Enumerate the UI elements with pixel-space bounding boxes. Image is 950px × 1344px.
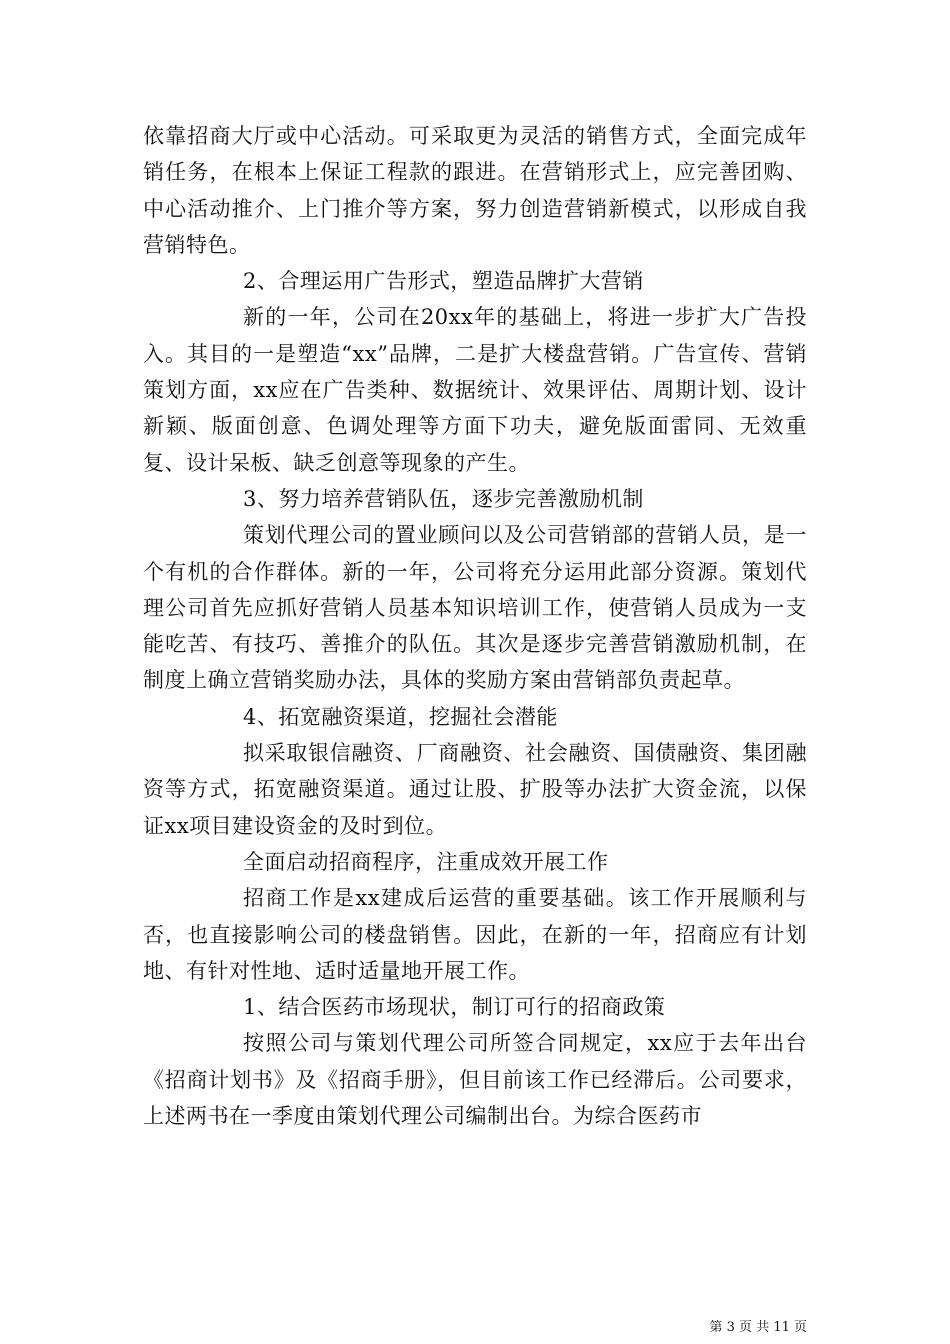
paragraph: 招商工作是xx建成后运营的重要基础。该工作开展顺利与否，也直接影响公司的楼盘销售。因此，在新的一年，招商应有计划地、有针对性地、适时适量地开展工作。 [143,886,807,983]
paragraph: 新的一年，公司在20xx年的基础上，将进一步扩大广告投入。其目的一是塑造“xx”品牌，二是扩大楼盘营销。广告宣传、营销策划方面，xx应在广告类种、数据统计、效果评估、周期计划、设计新颖、版面创意、色调处理等方面下功夫，避免版面雷同、无效重复、设计呆板、缺乏创意等现象的产生。 [143,305,807,475]
section-heading: 1、结合医药市场现状，制订可行的招商政策 [243,995,666,1020]
document-body [143,118,807,1134]
section-heading: 全面启动招商程序，注重成效开展工作 [243,849,609,874]
section-heading: 3、努力培养营销队伍，逐步完善激励机制 [243,486,644,511]
section-heading: 4、拓宽融资渠道，挖掘社会潜能 [243,704,558,729]
paragraph: 策划代理公司的置业顾问以及公司营销部的营销人员，是一个有机的合作群体。新的一年，公司将充分运用此部分资源。策划代理公司首先应抓好营销人员基本知识培训工作，使营销人员成为一支能吃苦、有技巧、善推介的队伍。其次是逐步完善营销激励机制，在制度上确立营销奖励办法，具体的奖励方案由营销部负责起草。 [143,523,807,693]
paragraph-continuation: 依靠招商大厅或中心活动。可采取更为灵活的销售方式，全面完成年销任务，在根本上保证工程款的跟进。在营销形式上，应完善团购、中心活动推介、上门推介等方案，努力创造营销新模式，以形成自我营销特色。 [143,124,807,257]
page-number-footer: 第 3 页 共 11 页 [709,1320,807,1335]
paragraph: 拟采取银信融资、厂商融资、社会融资、国债融资、集团融资等方式，拓宽融资渠道。通过让股、扩股等办法扩大资金流，以保证xx项目建设资金的及时到位。 [143,741,807,838]
paragraph: 按照公司与策划代理公司所签合同规定，xx应于去年出台《招商计划书》及《招商手册》，但目前该工作已经滞后。公司要求，上述两书在一季度由策划代理公司编制出台。为综合医药市 [143,1031,807,1129]
section-heading: 2、合理运用广告形式，塑造品牌扩大营销 [243,269,644,294]
